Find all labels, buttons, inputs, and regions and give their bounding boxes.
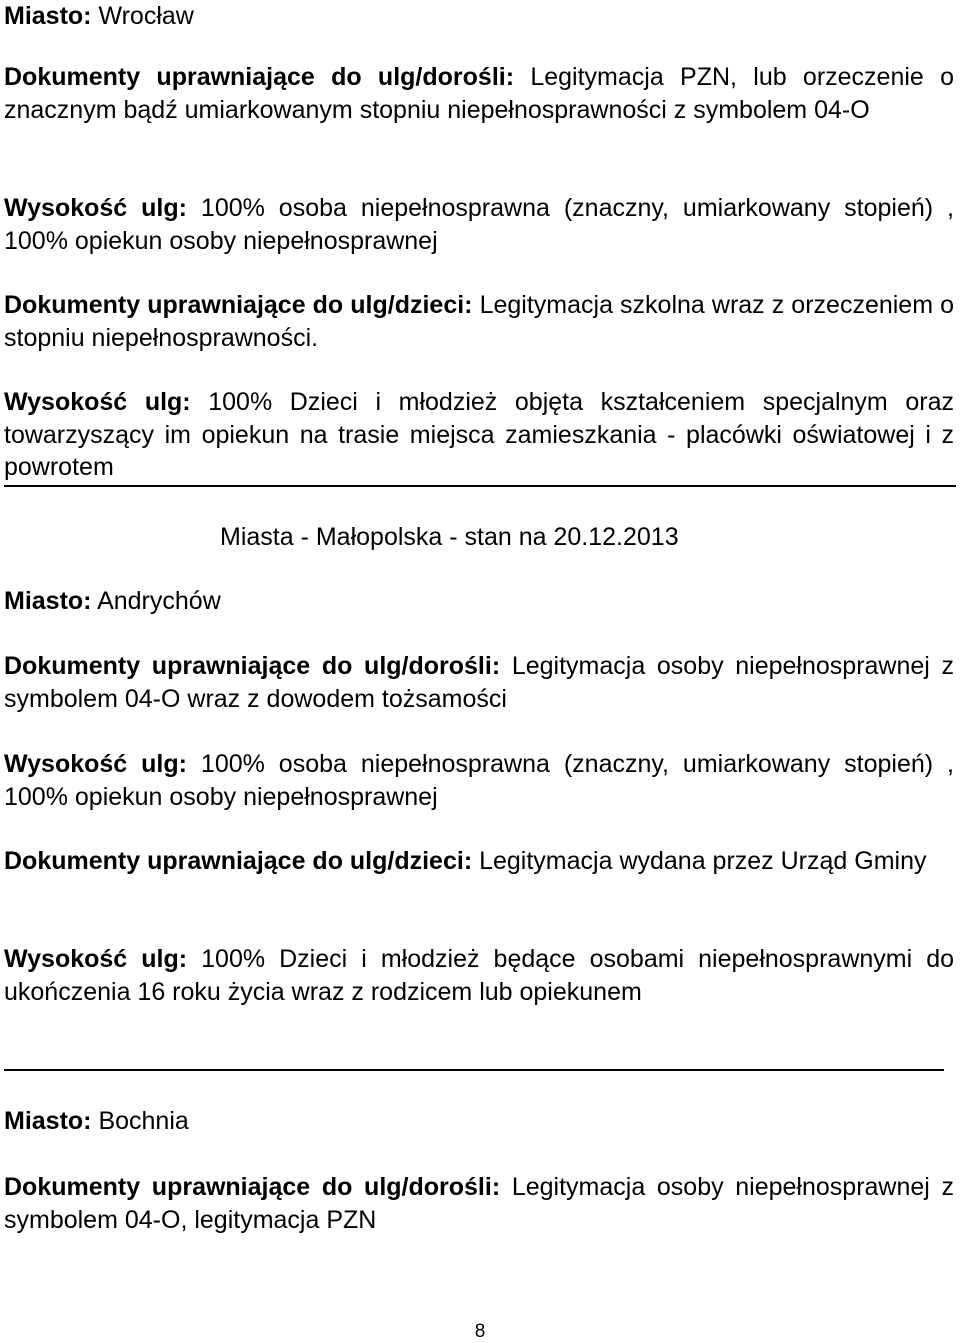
child-discount-paragraph	[4, 943, 954, 1008]
adult-discount-paragraph	[4, 748, 954, 813]
adult-discount-label: Wysokość ulg:	[4, 750, 187, 778]
child-docs-label: Dokumenty uprawniające do ulg/dzieci:	[4, 847, 473, 875]
child-docs-text: Legitymacja szkolna wraz z orzeczeniem o stopniu niepełnosprawności.	[4, 291, 955, 352]
child-documents-paragraph	[4, 289, 954, 354]
adult-docs-label: Dokumenty uprawniające do ulg/dorośli:	[4, 1173, 501, 1201]
child-documents-paragraph	[4, 845, 954, 878]
adult-discount-paragraph	[4, 192, 954, 257]
city-label: Miasto:	[4, 587, 92, 615]
adult-documents-paragraph	[4, 61, 954, 126]
adult-discount-text: 100% osoba niepełnosprawna (znaczny, umiarkowany stopień) , 100% opiekun osoby niepełnosprawnej	[4, 194, 954, 255]
adult-docs-text: Legitymacja PZN, lub orzeczenie o znacznym bądź umiarkowanym stopniu niepełnosprawności z symbolem 04-O	[4, 63, 955, 124]
city-name: Andrychów	[97, 587, 221, 615]
adult-docs-text: Legitymacja osoby niepełnosprawnej z symbolem 04-O, legitymacja PZN	[4, 1173, 954, 1234]
child-discount-text: 100% Dzieci i młodzież objęta kształceniem specjalnym oraz towarzyszący im opiekun na trasie miejsca zamieszkania - placówki oświatowej i z powrotem	[4, 388, 954, 481]
child-discount-label: Wysokość ulg:	[4, 945, 188, 973]
region-heading: Miasta - Małopolska - stan na 20.12.2013	[220, 523, 679, 551]
adult-discount-text: 100% osoba niepełnosprawna (znaczny, umiarkowany stopień) , 100% opiekun osoby niepełnosprawnej	[4, 750, 954, 811]
adult-docs-label: Dokumenty uprawniające do ulg/dorośli:	[4, 63, 515, 91]
page-number: 8	[474, 1321, 486, 1342]
adult-docs-text: Legitymacja osoby niepełnosprawnej z symbolem 04-O wraz z dowodem tożsamości	[4, 652, 954, 713]
child-discount-paragraph	[4, 386, 954, 484]
city-label: Miasto:	[4, 1107, 92, 1135]
child-discount-label: Wysokość ulg:	[4, 388, 191, 416]
adult-documents-paragraph	[4, 1171, 954, 1236]
city-heading-andrychow	[4, 585, 221, 617]
city-heading-bochnia	[4, 1105, 189, 1137]
city-label: Miasto:	[4, 2, 92, 30]
adult-discount-label: Wysokość ulg:	[4, 194, 187, 222]
city-name: Wrocław	[98, 2, 194, 30]
child-docs-text: Legitymacja wydana przez Urząd Gminy	[479, 847, 927, 875]
city-heading-wroclaw	[4, 0, 194, 32]
section-divider	[4, 1069, 944, 1071]
adult-docs-label: Dokumenty uprawniające do ulg/dorośli:	[4, 652, 501, 680]
city-name: Bochnia	[98, 1107, 189, 1135]
child-docs-label: Dokumenty uprawniające do ulg/dzieci:	[4, 291, 473, 319]
section-divider	[4, 485, 956, 487]
adult-documents-paragraph	[4, 650, 954, 715]
child-discount-text: 100% Dzieci i młodzież będące osobami niepełnosprawnymi do ukończenia 16 roku życia wraz z rodzicem lub opiekunem	[4, 945, 955, 1006]
